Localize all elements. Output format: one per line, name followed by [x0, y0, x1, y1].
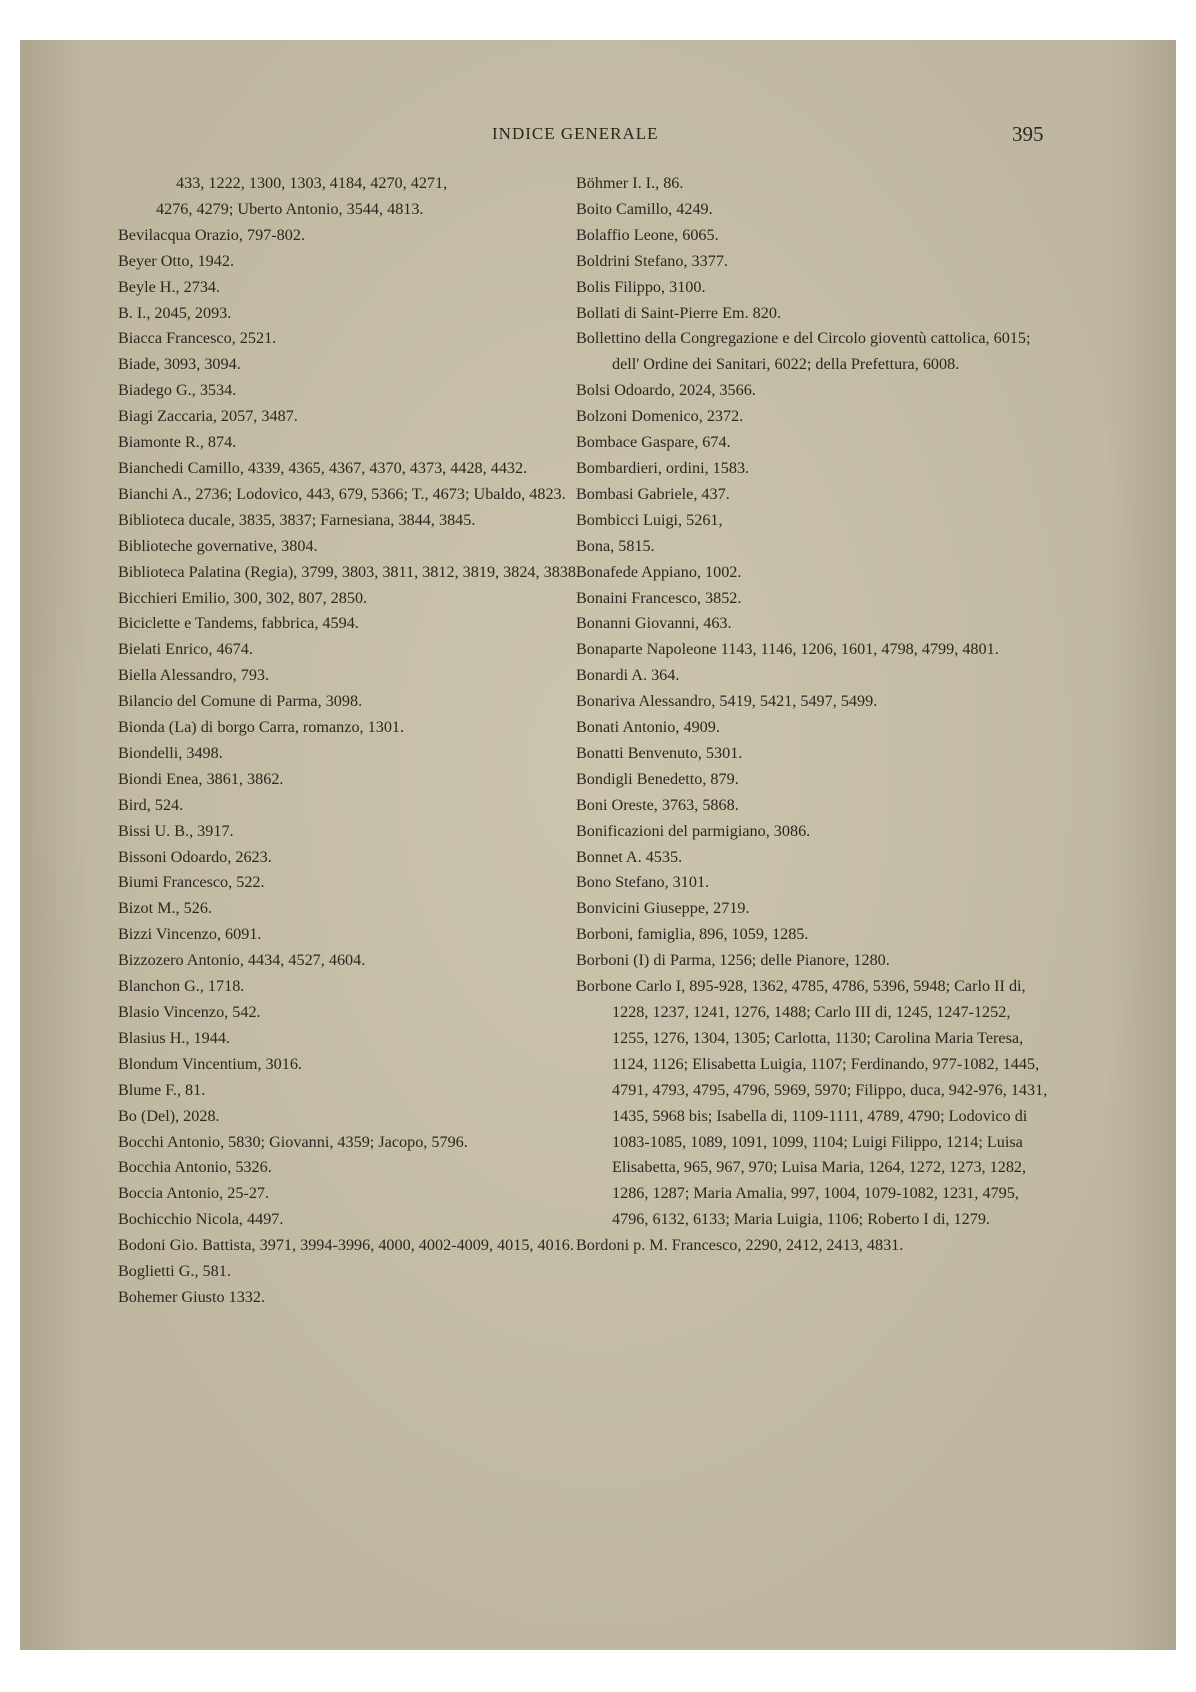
index-entry: Biciclette e Tandems, fabbrica, 4594.: [118, 614, 359, 633]
index-entry: Bionda (La) di borgo Carra, romanzo, 1301.: [118, 718, 405, 737]
index-entry: Bochicchio Nicola, 4497.: [118, 1210, 284, 1229]
index-entry: Blasius H., 1944.: [118, 1028, 230, 1047]
index-entry: Boni Oreste, 3763, 5868.: [576, 795, 739, 814]
index-entry: Bolis Filippo, 3100.: [576, 277, 706, 296]
index-entry: Bizzozero Antonio, 4434, 4527, 4604.: [118, 951, 366, 970]
index-entry: Bolsi Odoardo, 2024, 3566.: [576, 381, 756, 400]
continuation-line: 433, 1222, 1300, 1303, 4184, 4270, 4271,: [176, 174, 448, 192]
index-entry: Bizzi Vincenzo, 6091.: [118, 925, 262, 944]
index-entry: Biadego G., 3534.: [118, 381, 237, 400]
index-entry: Bianchedi Camillo, 4339, 4365, 4367, 4370, 4373, 4428, 4432.: [118, 458, 528, 477]
index-entry: Bo (Del), 2028.: [118, 1106, 220, 1125]
index-column-right: [576, 171, 1050, 1259]
index-entry: Bonaini Francesco, 3852.: [576, 588, 742, 607]
index-entry: Bonificazioni del parmigiano, 3086.: [576, 821, 811, 840]
index-entry: Biade, 3093, 3094.: [118, 355, 241, 374]
index-entry: Blume F., 81.: [118, 1080, 206, 1099]
index-entry: Bolzoni Domenico, 2372.: [576, 407, 744, 426]
index-entry: Bonati Antonio, 4909.: [576, 718, 720, 737]
index-entry: Bolaffio Leone, 6065.: [576, 225, 719, 244]
index-entry: Bono Stefano, 3101.: [576, 873, 710, 892]
index-entry: Biamonte R., 874.: [118, 433, 237, 452]
page-number: 395: [1012, 122, 1044, 146]
index-entry: Biagi Zaccaria, 2057, 3487.: [118, 407, 298, 426]
index-entry: Blondum Vincentium, 3016.: [118, 1054, 302, 1073]
index-entry: Bicchieri Emilio, 300, 302, 807, 2850.: [118, 588, 368, 607]
continuation-line: 4276, 4279; Uberto Antonio, 3544, 4813.: [156, 199, 424, 218]
index-entry: Blasio Vincenzo, 542.: [118, 1003, 261, 1021]
index-entry: Bondigli Benedetto, 879.: [576, 769, 739, 788]
index-entry: Biblioteca Palatina (Regia), 3799, 3803, 3811, 3812, 3819, 3824, 3838.: [118, 562, 581, 581]
index-entry: Biondi Enea, 3861, 3862.: [118, 769, 284, 788]
index-entry: Biacca Francesco, 2521.: [118, 329, 277, 348]
index-entry: Biondelli, 3498.: [118, 743, 223, 762]
index-entry: Biblioteca ducale, 3835, 3837; Farnesiana, 3844, 3845.: [118, 510, 476, 529]
index-entry: Bonafede Appiano, 1002.: [576, 562, 742, 581]
index-entry: Boglietti G., 581.: [118, 1262, 231, 1281]
index-entry: Bollettino della Congregazione e del Circolo gioventù cattolica, 6015; dell' Ordine dei Sanitari, 6022; della Prefettura, 6008.: [576, 329, 1031, 374]
index-entry: Borboni, famiglia, 896, 1059, 1285.: [576, 925, 809, 944]
index-entry: Bonnet A. 4535.: [576, 847, 683, 866]
left-entry-list: [118, 223, 588, 1311]
index-entry: Bielati Enrico, 4674.: [118, 640, 253, 659]
index-entry: Biblioteche governative, 3804.: [118, 536, 318, 555]
index-entry: Bombasi Gabriele, 437.: [576, 484, 730, 503]
index-entry: Biumi Francesco, 522.: [118, 873, 265, 892]
index-entry: Bonaparte Napoleone 1143, 1146, 1206, 1601, 4798, 4799, 4801.: [576, 640, 999, 659]
index-entry: Bocchi Antonio, 5830; Giovanni, 4359; Jacopo, 5796.: [118, 1132, 468, 1151]
index-entry: Bohemer Giusto 1332.: [118, 1287, 266, 1306]
index-entry: Bonvicini Giuseppe, 2719.: [576, 899, 750, 918]
index-entry: Boldrini Stefano, 3377.: [576, 251, 728, 270]
index-entry: Borbone Carlo I, 895-928, 1362, 4785, 4786, 5396, 5948; Carlo II di, 1228, 1237, 1241, 1276, 1488; Carlo III di, 1245, 1247-1252, 1255, 1276, 1304, 1305; Carlotta, 1130; Carolina Maria Teresa, 1124, 1126; Elisabetta Luigia, 1107; Ferdinando, 977-1082, 1445, 4791, 4793, 4795, 4796, 5969, 5970; Filippo, duca, 942-976, 1431, 1435, 5968 bis; Isabella di, 1109-1111, 4789, 4790; Lodovico di 1083-1085, 1089, 1091, 1099, 1104; Luigi Filippo, 1214; Luisa Elisabetta, 965, 967, 970; Luisa Maria, 1264, 1272, 1273, 1282, 1286, 1287; Maria Amalia, 997, 1004, 1079-1082, 1231, 4795, 4796, 6132, 6133; Maria Luigia, 1106; Roberto I di, 1279.: [576, 977, 1048, 1229]
right-entry-list: [576, 171, 1050, 1259]
index-entry: Böhmer I. I., 86.: [576, 174, 684, 192]
running-head: INDICE GENERALE: [492, 124, 659, 143]
index-entry: Bissi U. B., 3917.: [118, 821, 234, 840]
index-entry: Beyle H., 2734.: [118, 277, 221, 296]
index-entry: Boito Camillo, 4249.: [576, 199, 713, 218]
index-entry: Bonatti Benvenuto, 5301.: [576, 743, 743, 762]
index-entry: Bonariva Alessandro, 5419, 5421, 5497, 5499.: [576, 692, 878, 711]
index-entry: Bird, 524.: [118, 795, 184, 814]
index-entry: Bordoni p. M. Francesco, 2290, 2412, 2413, 4831.: [576, 1236, 904, 1255]
index-entry: Beyer Otto, 1942.: [118, 251, 234, 270]
index-entry: Bombace Gaspare, 674.: [576, 433, 731, 452]
index-entry: Bonanni Giovanni, 463.: [576, 614, 732, 633]
index-entry: Boccia Antonio, 25-27.: [118, 1184, 270, 1203]
index-entry: Bocchia Antonio, 5326.: [118, 1158, 272, 1177]
index-entry: Bollati di Saint-Pierre Em. 820.: [576, 303, 782, 322]
index-entry: Bissoni Odoardo, 2623.: [118, 847, 272, 866]
index-entry: Bombicci Luigi, 5261,: [576, 510, 723, 529]
index-entry: Borboni (I) di Parma, 1256; delle Pianore, 1280.: [576, 951, 890, 970]
index-entry: Bilancio del Comune di Parma, 3098.: [118, 692, 363, 711]
index-column-left: [118, 171, 588, 1311]
index-entry: B. I., 2045, 2093.: [118, 303, 232, 322]
index-entry: Bonardi A. 364.: [576, 666, 680, 685]
index-entry: Bodoni Gio. Battista, 3971, 3994-3996, 4000, 4002-4009, 4015, 4016.: [118, 1236, 574, 1255]
index-entry: Bombardieri, ordini, 1583.: [576, 458, 750, 477]
index-entry: Bianchi A., 2736; Lodovico, 443, 679, 5366; T., 4673; Ubaldo, 4823.: [118, 484, 566, 503]
index-entry: Biella Alessandro, 793.: [118, 666, 270, 685]
index-entry: Blanchon G., 1718.: [118, 977, 245, 996]
index-entry: Bizot M., 526.: [118, 899, 212, 918]
index-entry: Bevilacqua Orazio, 797-802.: [118, 225, 305, 244]
index-entry: Bona, 5815.: [576, 536, 655, 555]
